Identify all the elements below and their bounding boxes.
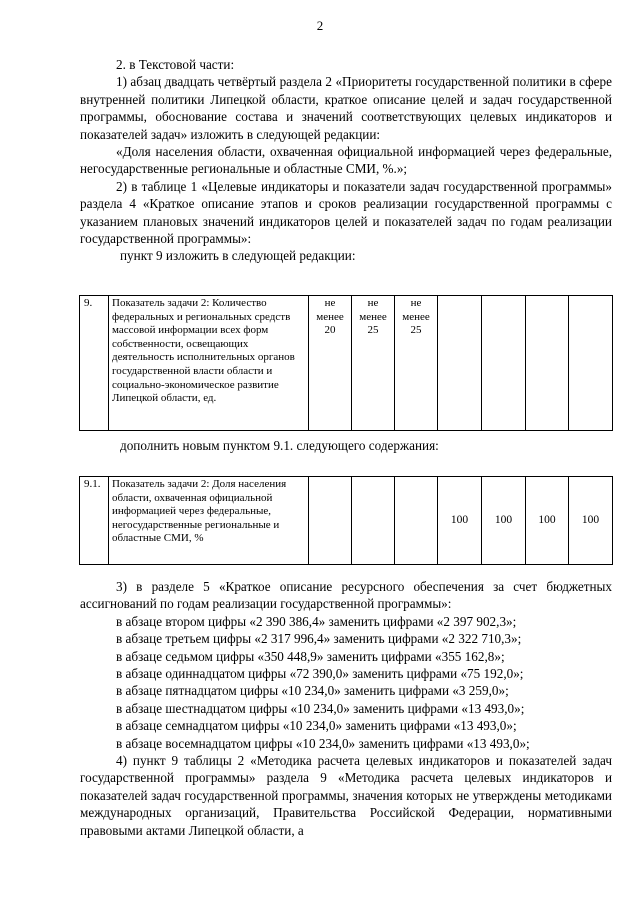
paragraph: в абзаце шестнадцатом цифры «10 234,0» заменить цифрами «13 493,0»; xyxy=(116,700,525,716)
paragraph: в абзаце третьем цифры «2 317 996,4» заменить цифрами «2 322 710,3»; xyxy=(116,631,522,647)
indicator-description: Показатель задачи 2: Количество федеральных и региональных средств массовой информации всех форм собственности, освещающих деятельность исполнительных органов государственной власти области и социально-экономическое развитие Липецкой области, ед. xyxy=(109,296,309,431)
paragraph: в абзаце седьмом цифры «350 448,9» заменить цифрами «355 162,8»; xyxy=(116,648,505,664)
value-cell: не менее 25 xyxy=(395,296,438,431)
paragraph: в абзаце втором цифры «2 390 386,4» заменить цифрами «2 397 902,3»; xyxy=(116,613,517,629)
paragraph: в абзаце семнадцатом цифры «10 234,0» заменить цифрами «13 493,0»; xyxy=(116,718,517,734)
indicator-table-9-1 xyxy=(79,476,613,565)
paragraph: в абзаце пятнадцатом цифры «10 234,0» заменить цифрами «3 259,0»; xyxy=(116,683,509,699)
paragraph: в абзаце одиннадцатом цифры «72 390,0» заменить цифрами «75 192,0»; xyxy=(116,666,524,682)
value-cell xyxy=(438,296,482,431)
table-row xyxy=(80,477,613,565)
paragraph: 2) в таблице 1 «Целевые индикаторы и показатели задач государственной программы» раздела 4 «Краткое описание этапов и сроков реализации государственной программы с указанием плановых значений индикаторов целей и показателей задач по годам реализации государственной программы»: xyxy=(80,178,612,247)
paragraph: в абзаце восемнадцатом цифры «10 234,0» заменить цифрами «13 493,0»; xyxy=(116,735,530,751)
paragraph: 4) пункт 9 таблицы 2 «Методика расчета целевых индикаторов и показателей задач государственной программы» раздела 9 «Методика расчета целевых индикаторов и показателей задач государственной программы, значения которых не утверждены методиками международных организаций, Правительства Российской Федерации, нормативными правовыми актами Липецкой области, а xyxy=(80,753,612,838)
text-block-top xyxy=(80,56,612,265)
paragraph: дополнить новым пунктом 9.1. следующего содержания: xyxy=(120,438,439,453)
value-cell: не менее 25 xyxy=(352,296,395,431)
value-cell xyxy=(352,477,395,565)
row-number: 9. xyxy=(80,296,109,431)
value-cell: 100 xyxy=(482,477,526,565)
indicator-description: Показатель задачи 2: Доля населения области, охваченная официальной информацией через федеральные, негосударственные региональные и областные СМИ, % xyxy=(109,477,309,565)
value-cell: 100 xyxy=(438,477,482,565)
indicator-table-9 xyxy=(79,295,613,431)
table-row xyxy=(80,296,613,431)
value-cell: не менее 20 xyxy=(309,296,352,431)
value-cell xyxy=(395,477,438,565)
value-cell: 100 xyxy=(569,477,613,565)
text-block-bottom xyxy=(80,578,612,839)
row-number: 9.1. xyxy=(80,477,109,565)
paragraph: «Доля населения области, охваченная официальной информацией через федеральные, негосударственные региональные и областные СМИ, %.»; xyxy=(80,144,612,177)
paragraph: пункт 9 изложить в следующей редакции: xyxy=(120,248,356,264)
paragraph: 1) абзац двадцать четвёртый раздела 2 «Приоритеты государственной политики в сфере внутренней политики Липецкой области, краткое описание целей и задач государственной программы, обоснование состава и значений соответствующих целевых индикаторов и показателей задач» изложить в следующей редакции: xyxy=(80,74,612,142)
value-cell xyxy=(482,296,526,431)
value-cell xyxy=(526,296,569,431)
paragraph: 3) в разделе 5 «Краткое описание ресурсного обеспечения за счет бюджетных ассигнований по годам реализации государственной программы»: xyxy=(80,579,612,612)
value-cell xyxy=(309,477,352,565)
text-block-mid xyxy=(80,437,612,454)
page-number: 2 xyxy=(316,18,324,33)
paragraph: 2. в Текстовой части: xyxy=(116,57,235,72)
value-cell xyxy=(569,296,613,431)
value-cell: 100 xyxy=(526,477,569,565)
